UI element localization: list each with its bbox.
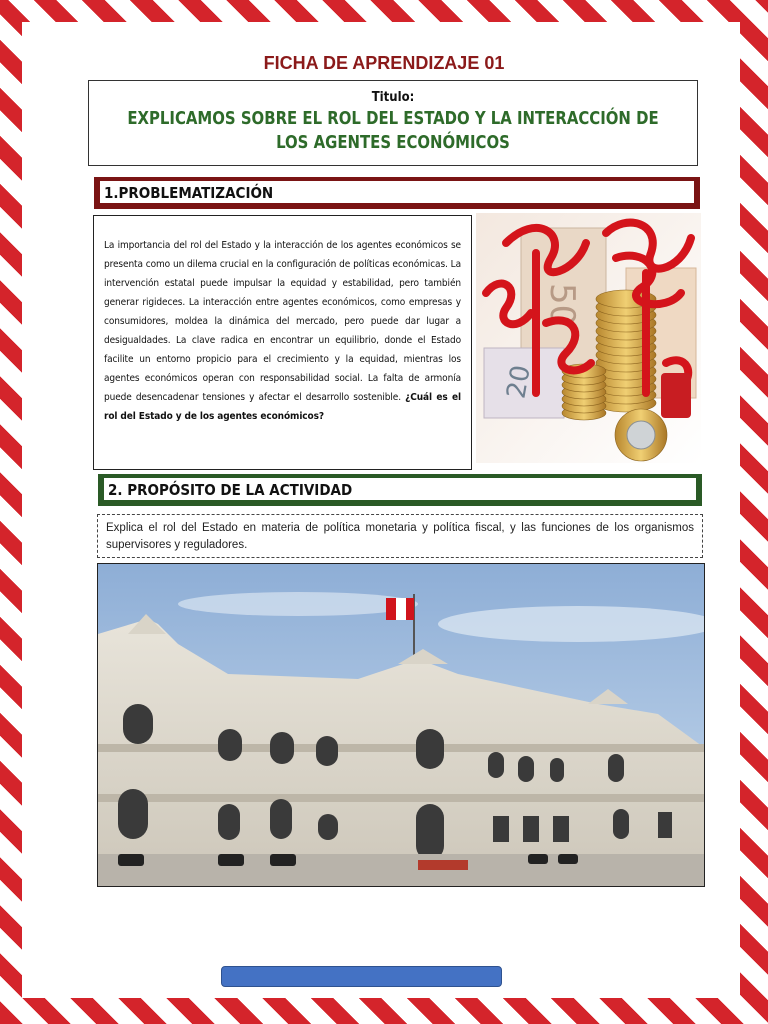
problem-body: La importancia del rol del Estado y la interacción de los agentes económicos se presenta como un dilema crucial en la configuración de políticas económicas. La intervención estatal puede impulsar la equidad y estabilidad, pero también generar rigideces. La interacción entre agentes económicos, como empresas y consumidores, moldea la dinámica del mercado, pero puede dar lugar a desigualdades. La clave radica en encontrar un equilibrio, donde el Estado facilite un entorno propicio para el crecimiento y la equidad, mientras los agentes económicos operan con responsabilidad social. La falta de armonía puede desencadenar tensiones y afectar el desarrollo sostenible. (104, 240, 461, 403)
page-title: FICHA DE APRENDIZAJE 01 (263, 53, 505, 73)
title-label: Titulo: (371, 90, 415, 105)
money-gift-photo-icon (476, 213, 701, 463)
purpose-text: Explica el rol del Estado en materia de política monetaria y política fiscal, y las funciones de los organismos supervisores y reguladores. (106, 522, 694, 551)
title-box (88, 80, 698, 166)
problem-text-box (93, 215, 472, 470)
section-heading-label: 2. PROPÓSITO DE LA ACTIVIDAD (104, 478, 696, 500)
footer-bar (221, 966, 502, 987)
government-palace-photo-icon (97, 563, 705, 887)
svg-text:50: 50 (542, 283, 582, 327)
purpose-text-box (97, 514, 703, 558)
banknote-label: 20 (501, 362, 537, 401)
problem-question: ¿Cuál es el rol del Estado y de los agentes económicos? (104, 392, 461, 422)
section-heading-label: 1.PROBLEMATIZACIÓN (100, 181, 694, 203)
section-heading-problematizacion (94, 177, 700, 209)
section-heading-proposito (98, 474, 702, 506)
title-text: EXPLICAMOS SOBRE EL ROL DEL ESTADO Y LA INTERACCIÓN DE LOS AGENTES ECONÓMICOS (127, 108, 659, 153)
problem-paragraph (104, 236, 461, 426)
